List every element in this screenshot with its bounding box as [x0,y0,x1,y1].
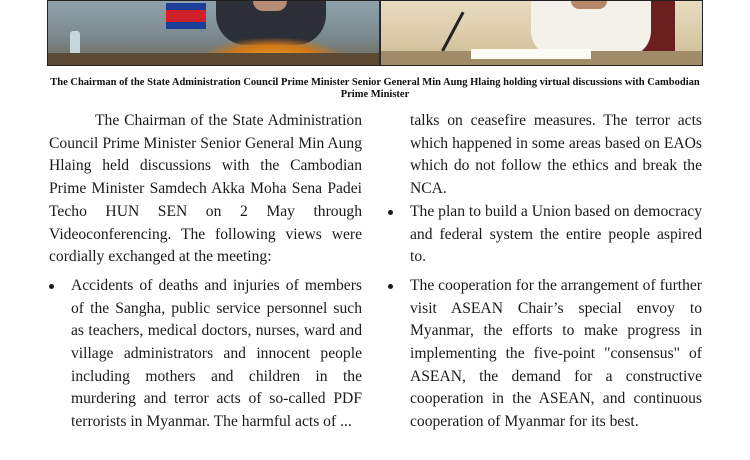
video-screen-panel [48,1,379,65]
bullet-text: The cooperation for the arrangement of further visit ASEAN Chair’s special envoy to Myanmar, the efforts to make progress in implementing the five-point "consensus" of ASEAN, the demand for a constructive cooperation in the ASEAN, and continuous cooperation of Myanmar for its best. [410,276,702,431]
intro-paragraph: The Chairman of the State Administration Council Prime Minister Senior General Min Aung Hlaing held discussions with the Cambodian Prime Minister Samdech Akka Moha Sena Padei Techo HUN SEN on 2 May through Videoconferencing. The following views were cordially exchanged at the meeting: [49,112,362,266]
news-photo [47,0,703,66]
right-column [388,110,702,440]
conference-room-panel [381,1,702,65]
bullet-icon [49,284,54,289]
right-bullet-list [388,201,702,434]
microphone-left [441,11,464,51]
bullet-text: Accidents of deaths and injuries of members of the Sangha, public service personnel such as teachers, medical doctors, nurses, ward and village administrators and innocent people including mothers and children in the murdering and terror acts of so-called PDF terrorists in Myanmar. The harmful acts of ... [71,276,362,431]
left-column [49,110,362,434]
bullet-text: The plan to build a Union based on democracy and federal system the entire people aspired to. [410,202,702,266]
bullet-icon [388,284,393,289]
screen-desk [48,53,379,65]
continuation-paragraph: talks on ceasefire measures. The terror acts which happened in some areas based on EAOs which do not follow the ethics and break the NCA. [410,112,702,198]
desk-papers [471,49,591,59]
list-item [49,275,362,434]
photo-caption: The Chairman of the State Administration Council Prime Minister Senior General Min Aung Hlaing holding virtual discussions with Cambodian Prime Minister [50,77,700,100]
bullet-icon [388,210,393,215]
senior-general-face [571,1,607,9]
list-item [388,201,702,269]
left-bullet-list [49,275,362,434]
cambodian-flag-stripe [166,10,206,22]
list-item [388,275,702,434]
cambodian-prime-minister-face [253,1,287,11]
